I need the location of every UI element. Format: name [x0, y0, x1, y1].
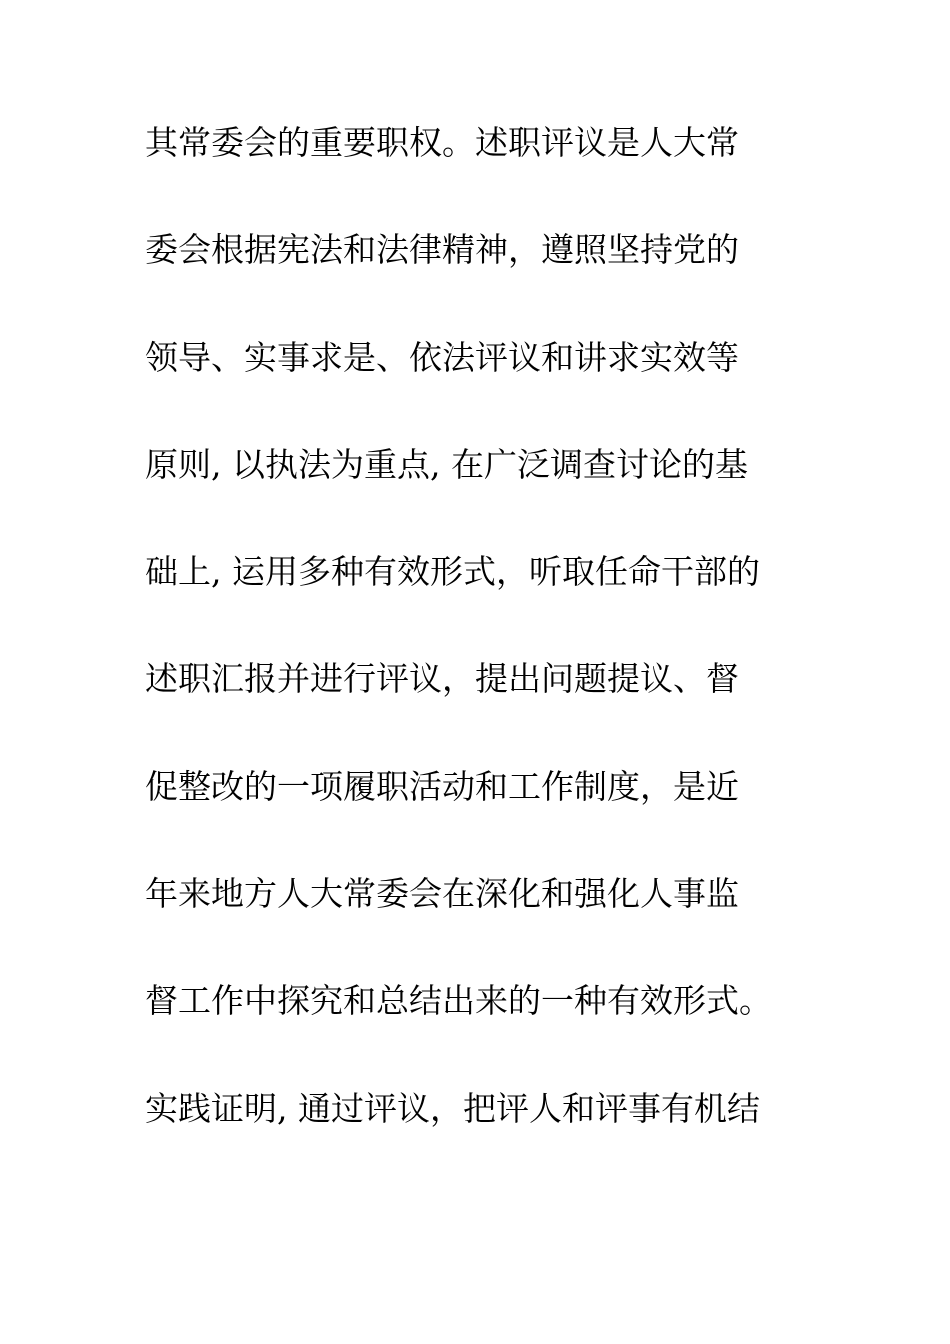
text-line: 础上, 运用多种有效形式，听取任命干部的	[145, 552, 760, 592]
text-line: 促整改的一项履职活动和工作制度，是近	[145, 766, 739, 806]
text-line: 实践证明, 通过评议，把评人和评事有机结	[145, 1088, 760, 1128]
text-line: 其常委会的重要职权。述职评议是人大常	[145, 123, 739, 162]
text-line: 委会根据宪法和法律精神，遵照坚持党的	[145, 230, 739, 270]
text-line: 原则, 以执法为重点, 在广泛调查讨论的基	[145, 444, 748, 484]
body-text	[145, 123, 845, 1199]
text-line: 述职汇报并进行评议，提出问题提议、督	[145, 659, 739, 699]
text-line: 督工作中探究和总结出来的一种有效形式。	[145, 981, 772, 1021]
text-line: 领导、实事求是、依法评议和讲求实效等	[145, 337, 739, 377]
text-line: 年来地方人大常委会在深化和强化人事监	[145, 874, 739, 914]
